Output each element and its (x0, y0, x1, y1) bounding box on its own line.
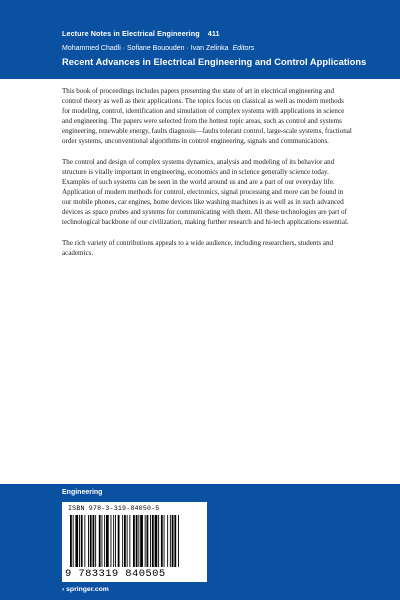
volume-number: 411 (207, 29, 220, 38)
editors-line (62, 45, 254, 52)
blurb-paragraph-2: The control and design of complex systems dynamics, analysis and modeling of its behavior and structure is vitally important in engineering, economics and in science generally science today. Examples of such systems can be seen in the world around us and are a part of our everyday life. Application of modern methods for control, electronics, signal processing and more can be found in our mobile phones, car engines, home devices like washing machines is as well as in such advanced devices as space probes and systems for communicating with them. All these technologies are part of technological backbone of our civilization, making further research and hi-tech applications essential. (62, 157, 349, 227)
editors-names: Mohammed Chadli · Sofiane Bououden · Ivan Zelinka (62, 45, 229, 52)
cover-header-band (0, 0, 400, 79)
back-cover-blurb (62, 86, 352, 268)
subject-category: Engineering (62, 489, 103, 496)
book-title: Recent Advances in Electrical Engineering and Control Applications (62, 57, 367, 67)
barcode-digits: 9 783319 840505 (65, 568, 166, 580)
isbn-label: ISBN 978-3-319-84050-5 (68, 505, 160, 512)
isbn-barcode-box (62, 502, 207, 582)
publisher-website: › springer.com (62, 586, 109, 593)
blurb-paragraph-1: This book of proceedings includes papers presenting the state of art in electrical engineering and control theory as well as their applications. The topics focus on classical as well as modern methods for modeling, control, identification and simulation of complex systems with applications in science and engineering. The papers were selected from the hottest topic areas, such as control and systems engineering, renewable energy, faults diagnosis—faults tolerant control, large-scale systems, fractional order systems, unconventional algorithms in control engineering, signals and communications. (62, 87, 352, 146)
editors-role: Editors (232, 45, 255, 52)
series-name (62, 29, 220, 38)
series-title: Lecture Notes in Electrical Engineering (62, 29, 200, 38)
blurb-paragraph-3: The rich variety of contributions appeals to a wide audience, including researchers, students and academics. (62, 238, 334, 257)
barcode-icon (70, 515, 199, 567)
